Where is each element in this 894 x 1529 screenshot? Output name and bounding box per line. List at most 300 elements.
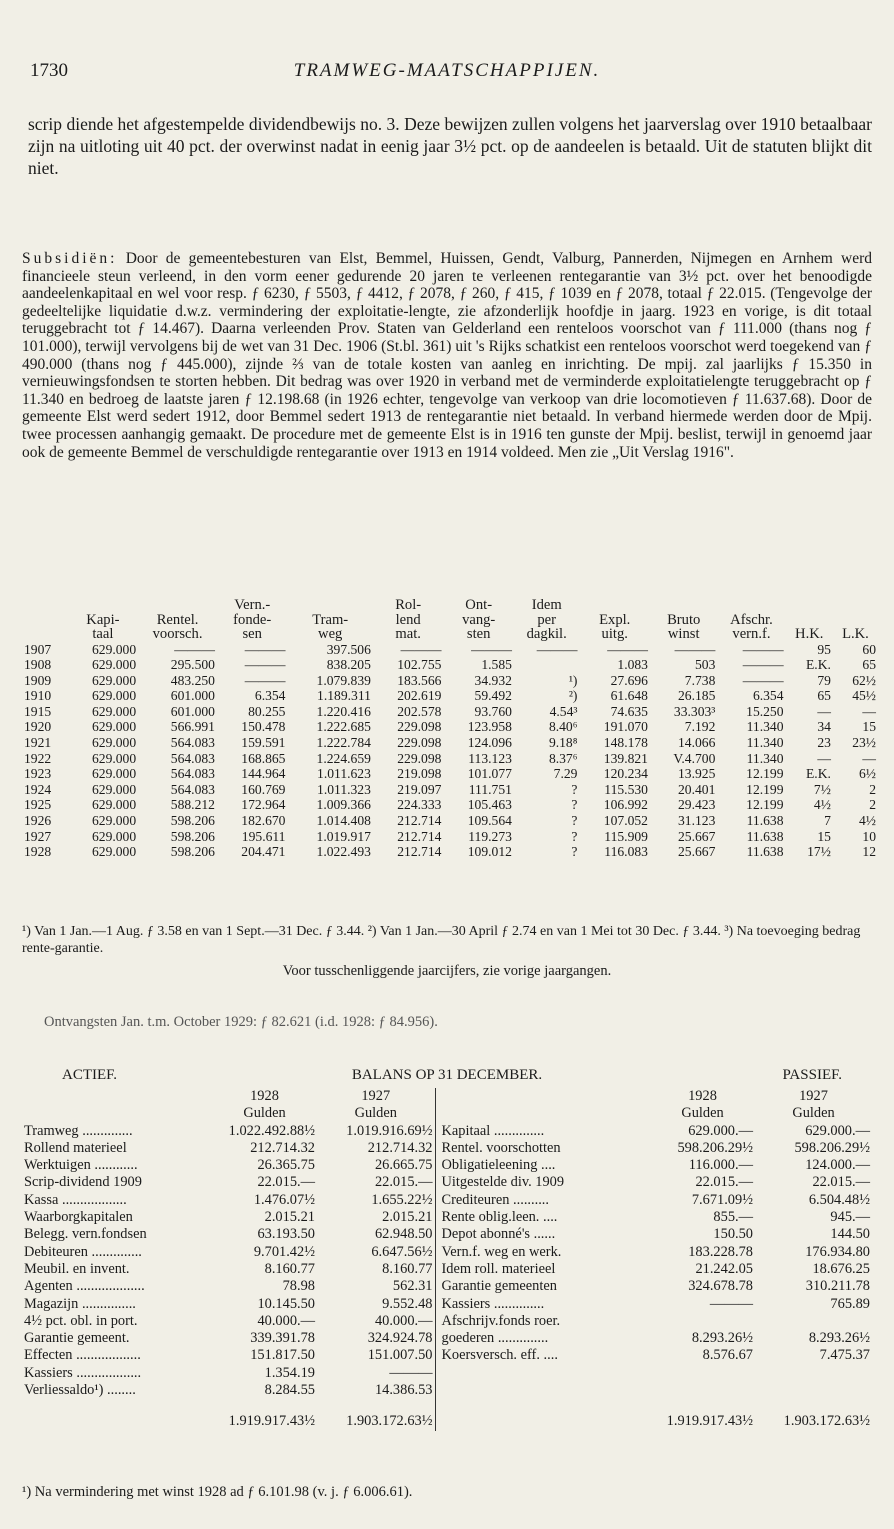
balance-total: 1.903.172.63½ — [783, 1413, 870, 1430]
balance-item-label: Kassiers .................. — [24, 1364, 142, 1381]
stats-cell: 123.958 — [467, 719, 512, 735]
stats-cell: 182.670 — [241, 813, 286, 829]
intermediate-years-note: Voor tusschenliggende jaarcijfers, zie vorige jaargangen. — [282, 963, 612, 979]
stats-cell: ——— — [244, 641, 286, 657]
stats-cell: 101.077 — [467, 766, 512, 782]
stats-row — [22, 704, 878, 720]
balance-amount: 9.701.42½ — [253, 1243, 315, 1260]
stats-cell: 102.755 — [397, 657, 442, 673]
stats-cell: 139.821 — [603, 750, 648, 766]
stats-cell: 13.925 — [678, 766, 716, 782]
stats-cell: 601.000 — [170, 688, 215, 704]
stats-header-cell: H.K. — [795, 626, 824, 642]
stats-cell: 168.865 — [241, 750, 286, 766]
balance-item-label: Verliessaldo¹) ........ — [24, 1382, 136, 1399]
stats-cell: 229.098 — [397, 719, 442, 735]
balance-row — [22, 1278, 872, 1295]
stats-header-cell: Rentel. voorsch. — [152, 611, 203, 642]
balance-footnote: ¹) Na vermindering met winst 1928 ad ƒ 6.101.98 (v. j. ƒ 6.006.61). — [22, 1484, 413, 1500]
unit-cell: Gulden — [681, 1105, 724, 1122]
stats-year-cell: 1928 — [24, 844, 52, 860]
stats-cell: 33.303³ — [673, 703, 716, 719]
stats-cell: 564.083 — [170, 735, 215, 751]
stats-cell: 6.354 — [752, 688, 784, 704]
stats-cell: 629.000 — [91, 703, 137, 719]
balance-amount: 22.015.— — [257, 1174, 315, 1191]
stats-header-cell: Bruto winst — [667, 611, 701, 642]
balance-item-label: 4½ pct. obl. in port. — [24, 1312, 138, 1329]
balance-total: 1.919.917.43½ — [666, 1413, 753, 1430]
balance-amount: 324.678.78 — [688, 1278, 753, 1295]
stats-cell: 7.192 — [684, 719, 716, 735]
stats-cell: 1.222.685 — [316, 719, 371, 735]
stats-cell: 202.578 — [397, 703, 442, 719]
stats-cell: 6½ — [859, 766, 876, 782]
balance-item-label: Debiteuren .............. — [24, 1243, 142, 1260]
stats-cell: 61.648 — [610, 688, 648, 704]
stats-cell: 65 — [862, 657, 876, 673]
balance-amount — [755, 1382, 872, 1399]
stats-cell: 598.206 — [170, 844, 215, 860]
unit-cell: Gulden — [792, 1105, 835, 1122]
stats-cell: 4.54³ — [549, 703, 578, 719]
balance-row — [22, 1382, 872, 1399]
stats-cell: 212.714 — [397, 828, 442, 844]
stats-cell: 8.40⁶ — [548, 719, 578, 735]
balance-amount: 26.365.75 — [257, 1157, 315, 1174]
stats-cell: 1.079.839 — [316, 672, 371, 688]
stats-cell: 12.199 — [746, 797, 784, 813]
stats-year-cell: 1920 — [24, 719, 52, 735]
stats-cell: 191.070 — [603, 719, 648, 735]
stats-cell: 229.098 — [397, 750, 442, 766]
stats-cell: 588.212 — [170, 797, 215, 813]
balance-amount: 562.31 — [392, 1278, 433, 1295]
stats-cell: 2 — [869, 781, 876, 797]
balance-amount: 78.98 — [282, 1278, 315, 1295]
stats-cell: 115.530 — [604, 781, 648, 797]
stats-cell: 111.751 — [468, 781, 512, 797]
balance-amount — [650, 1365, 755, 1382]
stats-cell: 564.083 — [170, 750, 215, 766]
balance-item-label: Kassiers .............. — [435, 1296, 650, 1313]
stats-cell: 15 — [862, 719, 876, 735]
balance-row — [22, 1244, 872, 1261]
stats-cell: 79 — [817, 672, 831, 688]
balance-item-label: Effecten .................. — [24, 1347, 141, 1364]
stats-cell: 1.220.416 — [316, 703, 371, 719]
stats-cell: 109.012 — [467, 844, 512, 860]
stats-cell: 34.932 — [474, 672, 512, 688]
balance-item-label: Kapitaal .............. — [435, 1123, 650, 1140]
balance-amount: 8.293.26½ — [691, 1330, 753, 1347]
balance-amount: 1.019.916.69½ — [346, 1122, 433, 1139]
stats-cell: 26.185 — [678, 688, 716, 704]
stats-cell: 4½ — [813, 797, 831, 813]
stats-cell: 202.619 — [397, 688, 442, 704]
balance-amount: 151.817.50 — [250, 1347, 315, 1364]
stats-cell: 566.991 — [170, 719, 215, 735]
stats-row — [22, 642, 878, 658]
balance-item-label — [435, 1365, 650, 1382]
year-cell: 1928 — [688, 1088, 717, 1104]
stats-cell: 17½ — [807, 844, 831, 860]
stats-cell: 1.083 — [617, 657, 648, 673]
balance-item-label: goederen .............. — [435, 1330, 650, 1347]
stats-year-cell: 1910 — [24, 688, 52, 704]
stats-cell: ? — [571, 781, 578, 797]
subsidie-paragraph — [22, 250, 872, 461]
balance-item-label: Idem roll. materieel — [435, 1261, 650, 1278]
balance-amount: 6.647.56½ — [371, 1243, 433, 1260]
stats-cell: 80.255 — [248, 703, 286, 719]
running-title: TRAMWEG-MAATSCHAPPIJEN. — [293, 60, 601, 81]
stats-year-cell: 1925 — [24, 797, 52, 813]
stats-cell: ——— — [471, 641, 512, 657]
stats-cell: 148.178 — [603, 735, 648, 751]
stats-year-cell: 1922 — [24, 750, 52, 766]
balance-row — [22, 1365, 872, 1382]
balance-amount: 7.475.37 — [819, 1347, 870, 1364]
stats-cell: 15 — [817, 828, 831, 844]
stats-cell: 397.506 — [326, 641, 371, 657]
balance-amount: 176.934.80 — [805, 1243, 870, 1260]
stats-year-cell: 1909 — [24, 672, 52, 688]
stats-header-cell: Idem per dagkil. — [526, 597, 567, 642]
stats-row — [22, 797, 878, 813]
intro-paragraph: scrip diende het afgestempelde dividendbewijs no. 3. Deze bewijzen zullen volgens het jaarverslag over 1910 betaalbaar zijn na uitloting uit 40 pct. der overwinst nadat in eenig jaar 3½ pct. op de aandeelen is betaald. Uit de statuten blijkt dit niet. — [28, 114, 872, 178]
stats-cell: ——— — [174, 641, 215, 657]
stats-cell: 629.000 — [91, 781, 137, 797]
subsidie-label: Subsidiën: — [22, 250, 118, 267]
stats-cell: 109.564 — [467, 813, 512, 829]
stats-cell: ——— — [244, 657, 286, 673]
stats-cell: 183.566 — [397, 672, 442, 688]
stats-footnote: ¹) Van 1 Jan.—1 Aug. ƒ 3.58 en van 1 Sept.—31 Dec. ƒ 3.44. ²) Van 1 Jan.—30 April ƒ 2.74 en van 1 Mei tot 30 Dec. ƒ 3.44. ³) Na toevoeging bedrag rente-garantie. — [22, 924, 861, 956]
stats-cell: 119.273 — [468, 828, 512, 844]
stats-cell: — — [817, 750, 831, 766]
balance-amount: 765.89 — [830, 1295, 870, 1312]
stats-cell: 7.738 — [684, 672, 716, 688]
stats-cell: 11.340 — [746, 750, 784, 766]
stats-cell: ——— — [607, 641, 648, 657]
stats-cell: 124.096 — [467, 735, 512, 751]
stats-row — [22, 673, 878, 689]
balance-amount: 212.714.32 — [367, 1139, 433, 1156]
stats-header-cell: Kapi- taal — [86, 611, 120, 642]
balance-item-label: Depot abonné's ...... — [435, 1226, 650, 1243]
stats-cell: 159.591 — [241, 735, 286, 751]
year-cell: 1927 — [361, 1088, 391, 1104]
stats-cell: 219.097 — [397, 781, 442, 797]
stats-cell: 2 — [869, 797, 876, 813]
balance-amount: 124.000.— — [805, 1157, 870, 1174]
balance-amount: 8.160.77 — [264, 1260, 315, 1277]
stats-cell: 212.714 — [397, 844, 442, 860]
stats-cell: 160.769 — [241, 781, 286, 797]
stats-cell: 7½ — [813, 781, 831, 797]
balance-title: BALANS OP 31 DECEMBER. — [351, 1067, 543, 1083]
balance-amount: 1.022.492.88½ — [228, 1122, 315, 1139]
stats-cell: 1.019.917 — [316, 828, 371, 844]
balance-amount: 150.50 — [713, 1226, 753, 1243]
stats-year-cell: 1927 — [24, 828, 52, 844]
balance-amount: 212.714.32 — [250, 1139, 315, 1156]
balance-amount: 945.— — [830, 1209, 870, 1226]
stats-cell: 150.478 — [241, 719, 286, 735]
stats-cell: 144.964 — [241, 766, 286, 782]
stats-table — [22, 598, 878, 860]
balance-item-label: Garantie gemeenten — [435, 1278, 650, 1295]
balance-item-label: Belegg. vern.fondsen — [24, 1226, 147, 1243]
stats-cell: 204.471 — [241, 844, 286, 860]
stats-cell: E.K. — [806, 657, 831, 673]
balance-amount — [755, 1313, 872, 1330]
passief-label: PASSIEF. — [782, 1067, 842, 1083]
stats-cell: ? — [571, 828, 578, 844]
unit-cell: Gulden — [354, 1105, 397, 1122]
balance-amount — [755, 1365, 872, 1382]
stats-cell: 7 — [824, 813, 831, 829]
balance-amount: 1.655.22½ — [371, 1191, 433, 1208]
balance-amount: 1.476.07½ — [253, 1191, 315, 1208]
balance-amount: 26.665.75 — [374, 1157, 433, 1174]
stats-cell: 27.696 — [610, 672, 648, 688]
balance-item-label: Afschrijv.fonds roer. — [435, 1313, 650, 1330]
stats-cell: 1.011.623 — [317, 766, 371, 782]
stats-cell — [514, 657, 580, 673]
stats-row — [22, 657, 878, 673]
balance-amount: 6.504.48½ — [808, 1191, 870, 1208]
stats-header-cell: L.K. — [842, 626, 869, 642]
stats-cell: 11.638 — [746, 828, 784, 844]
balance-amount: 22.015.— — [695, 1174, 753, 1191]
balance-row — [22, 1296, 872, 1313]
stats-cell: 29.423 — [678, 797, 716, 813]
balance-row — [22, 1174, 872, 1191]
balance-item-label: Uitgestelde div. 1909 — [435, 1174, 650, 1191]
stats-cell: 1.585 — [481, 657, 512, 673]
stats-header-cell: Rol- lend mat. — [395, 597, 422, 642]
stats-cell: 503 — [695, 657, 716, 673]
stats-cell: 11.638 — [746, 844, 784, 860]
balance-item-label: Rollend materieel — [24, 1139, 127, 1156]
stats-cell: E.K. — [806, 766, 831, 782]
stats-cell: 601.000 — [170, 703, 215, 719]
balance-row — [22, 1157, 872, 1174]
stats-cell: 62½ — [852, 672, 876, 688]
stats-row — [22, 813, 878, 829]
stats-year-cell: 1908 — [24, 657, 52, 673]
stats-cell: 1.189.311 — [317, 688, 371, 704]
stats-cell: ——— — [742, 672, 784, 688]
stats-row — [22, 766, 878, 782]
balance-amount: 40.000.— — [257, 1312, 315, 1329]
balance-row — [22, 1209, 872, 1226]
balance-amount: 8.293.26½ — [808, 1330, 870, 1347]
balance-amount: 1.354.19 — [264, 1364, 315, 1381]
balance-item-label: Rente oblig.leen. .... — [435, 1209, 650, 1226]
page-number: 1730 — [30, 60, 68, 81]
stats-cell: 23 — [817, 735, 831, 751]
stats-cell: 12.199 — [746, 781, 784, 797]
balance-item-label: Werktuigen ............ — [24, 1157, 138, 1174]
stats-cell: 25.667 — [678, 828, 716, 844]
stats-cell: 106.992 — [603, 797, 648, 813]
actief-label: ACTIEF. — [62, 1067, 118, 1083]
stats-cell: 14.066 — [678, 735, 716, 751]
balance-item-label: Garantie gemeent. — [24, 1330, 130, 1347]
stats-cell: 95 — [817, 641, 831, 657]
stats-cell: ——— — [674, 641, 716, 657]
stats-cell: 115.909 — [604, 828, 648, 844]
stats-row — [22, 751, 878, 767]
stats-year-cell: 1926 — [24, 813, 52, 829]
balance-amount: ——— — [389, 1364, 433, 1381]
balance-item-label: Scrip-dividend 1909 — [24, 1174, 142, 1191]
balance-amount: 855.— — [713, 1209, 753, 1226]
balance-amount: 310.211.78 — [805, 1278, 870, 1295]
balance-row — [22, 1330, 872, 1347]
balance-amount: 9.552.48 — [382, 1295, 433, 1312]
stats-cell: 1.224.659 — [316, 750, 371, 766]
stats-cell: 1.009.366 — [316, 797, 371, 813]
stats-cell: 107.052 — [603, 813, 648, 829]
stats-year-cell: 1921 — [24, 735, 52, 751]
stats-cell: 629.000 — [91, 657, 137, 673]
balance-item-label: Koersversch. eff. .... — [435, 1347, 650, 1364]
balance-totals-row — [22, 1399, 872, 1430]
stats-cell: 12 — [862, 844, 876, 860]
balance-item-label: Waarborgkapitalen — [24, 1209, 133, 1226]
stats-header-cell: Afschr. vern.f. — [730, 611, 773, 642]
stats-cell: ? — [571, 844, 578, 860]
stats-cell: 23½ — [852, 735, 876, 751]
balance-amount: 8.160.77 — [382, 1260, 433, 1277]
balance-unit-row — [22, 1105, 872, 1122]
stats-cell: ——— — [244, 672, 286, 688]
balance-amount: 324.924.78 — [367, 1330, 433, 1347]
year-cell: 1928 — [250, 1088, 279, 1104]
stats-header-cell: Vern.- fonde- sen — [233, 597, 272, 642]
stats-cell: 629.000 — [91, 750, 137, 766]
stats-cell: 564.083 — [170, 781, 215, 797]
stats-cell: 59.492 — [474, 688, 512, 704]
balance-amount: 598.206.29½ — [677, 1139, 753, 1156]
balance-amount: 14.386.53 — [374, 1382, 433, 1399]
stats-cell: 629.000 — [91, 766, 137, 782]
stats-cell: 1.222.784 — [316, 735, 371, 751]
balance-item-label: Obligatieleening .... — [435, 1157, 650, 1174]
stats-row — [22, 782, 878, 798]
stats-cell: — — [862, 750, 876, 766]
balance-amount: 22.015.— — [374, 1174, 433, 1191]
stats-cell: 564.083 — [170, 766, 215, 782]
stats-cell: ? — [571, 797, 578, 813]
stats-cell: 195.611 — [241, 828, 286, 844]
balance-row — [22, 1347, 872, 1364]
stats-cell: 60 — [862, 641, 876, 657]
stats-header-cell: Expl. uitg. — [599, 611, 631, 642]
unit-cell: Gulden — [243, 1105, 286, 1122]
stats-cell: 483.250 — [170, 672, 215, 688]
stats-cell: 838.205 — [326, 657, 371, 673]
balance-amount — [650, 1382, 755, 1399]
stats-cell: 31.123 — [678, 813, 716, 829]
balance-header — [22, 1067, 872, 1087]
balance-amount: ——— — [709, 1295, 753, 1312]
balance-amount: 629.000.— — [805, 1122, 870, 1139]
stats-cell: 4½ — [859, 813, 876, 829]
balance-amount: 8.284.55 — [264, 1382, 315, 1399]
balance-row — [22, 1261, 872, 1278]
balance-amount — [650, 1313, 755, 1330]
stats-cell: 6.354 — [254, 688, 286, 704]
stats-cell: 629.000 — [91, 688, 137, 704]
stats-year-cell: 1907 — [24, 641, 52, 657]
stats-cell: 1.011.323 — [317, 781, 371, 797]
stats-cell: 8.37⁶ — [548, 750, 578, 766]
balance-row — [22, 1226, 872, 1243]
stats-row — [22, 688, 878, 704]
balance-amount: 63.193.50 — [257, 1226, 315, 1243]
balance-row — [22, 1123, 872, 1140]
stats-cell: 11.340 — [746, 735, 784, 751]
balance-amount: 598.206.29½ — [794, 1139, 870, 1156]
stats-header-cell: Tram- weg — [312, 611, 349, 642]
balance-table — [22, 1088, 872, 1431]
stats-cell: 34 — [817, 719, 831, 735]
balance-amount: 339.391.78 — [250, 1330, 315, 1347]
stats-cell: 7.29 — [553, 766, 578, 782]
stats-cell: ——— — [742, 657, 784, 673]
page-header — [22, 60, 872, 84]
stats-cell: ¹) — [568, 672, 578, 688]
stats-cell: 45½ — [852, 688, 876, 704]
year-cell: 1927 — [799, 1088, 828, 1104]
stats-header-row — [22, 598, 878, 642]
stats-cell: 105.463 — [467, 797, 512, 813]
balance-amount: 629.000.— — [688, 1122, 753, 1139]
stats-cell: 1.014.408 — [316, 813, 371, 829]
subsidie-text: Door de gemeentebesturen van Elst, Bemmel, Huissen, Gendt, Valburg, Pannerden, Nijmegen en Arnhem werd financieele steun verleend, in den vorm eener gedurende 20 jaren te verleenen rentegarantie van 3½ pct. over het benoodigde aandeelenkapitaal en wel voor resp. ƒ 6230, ƒ 5503, ƒ 4412, ƒ 2078, ƒ 260, ƒ 415, ƒ 1039 en ƒ 2078, totaal ƒ 22.015. (Tengevolge der gedeeltelijke liquidatie d.w.z. vermindering der exploitatie-lengte, zie afzonderlijk hoofdje in jaarg. 1923 en vorige, is dit totaal teruggebracht tot ƒ 14.467). Daarna verleenden Prov. Staten van Gelderland een renteloos voorschot van ƒ 111.000 (thans nog ƒ 101.000), terwijl vervolgens bij de wet van 31 Dec. 1906 (St.bl. 361) uit 's Rijks schatkist een renteloos voorschot werd toegekend van ƒ 490.000 (thans nog ƒ 445.000), zijnde ⅔ van de totale kosten van aanleg en inrichting. De mpij. zal jaarlijks ƒ 15.350 in vernieuwingsfondsen te storten hebben. Dit bedrag was over 1920 in verband met de verminderde exploitatielengte teruggebracht op ƒ 11.340 en bedroeg de laatste jaren ƒ 12.198.68 (in 1926 echter, tengevolge van verkoop van drie locomotieven ƒ 11.637.68). Door de gemeente Elst werd sedert 1912, door Bemmel sedert 1913 de rentegarantie niet betaald. In verband hiermede werden door de Mpij. twee processen aanhangig gemaakt. De procedure met de gemeente Elst is in 1916 ten gunste der Mpij. beslist, terwijl in genoemd jaar ook de gemeente Bemmel de verschuldigde rentegarantie over 1913 en 1914 voldeed. Men zie „Uit Verslag 1916". — [22, 250, 872, 461]
stats-cell: V.4.700 — [673, 750, 716, 766]
stats-cell: ——— — [742, 641, 784, 657]
balance-total: 1.919.917.43½ — [228, 1413, 315, 1430]
balance-amount: 116.000.— — [688, 1157, 753, 1174]
stats-cell: 1.022.493 — [316, 844, 371, 860]
ontvangsten-line: Ontvangsten Jan. t.m. October 1929: ƒ 82.621 (i.d. 1928: ƒ 84.956). — [44, 1014, 438, 1030]
stats-cell: 219.098 — [397, 766, 442, 782]
balance-item-label: Vern.f. weg en werk. — [435, 1244, 650, 1261]
balance-item-label: Crediteuren .......... — [435, 1192, 650, 1209]
stats-cell: 629.000 — [91, 844, 137, 860]
balance-amount: 21.242.05 — [695, 1260, 753, 1277]
stats-cell: 598.206 — [170, 828, 215, 844]
balance-amount: 10.145.50 — [257, 1295, 315, 1312]
stats-year-cell: 1923 — [24, 766, 52, 782]
stats-cell: 629.000 — [91, 641, 137, 657]
stats-year-cell: 1915 — [24, 703, 52, 719]
balance-amount: 18.676.25 — [812, 1260, 870, 1277]
stats-cell: 116.083 — [604, 844, 648, 860]
stats-cell: 629.000 — [91, 813, 137, 829]
stats-cell: 65 — [817, 688, 831, 704]
stats-cell: 25.667 — [678, 844, 716, 860]
stats-cell: 629.000 — [91, 828, 137, 844]
stats-header-cell: Ont- vang- sten — [462, 597, 496, 642]
balance-amount: 8.576.67 — [702, 1347, 753, 1364]
